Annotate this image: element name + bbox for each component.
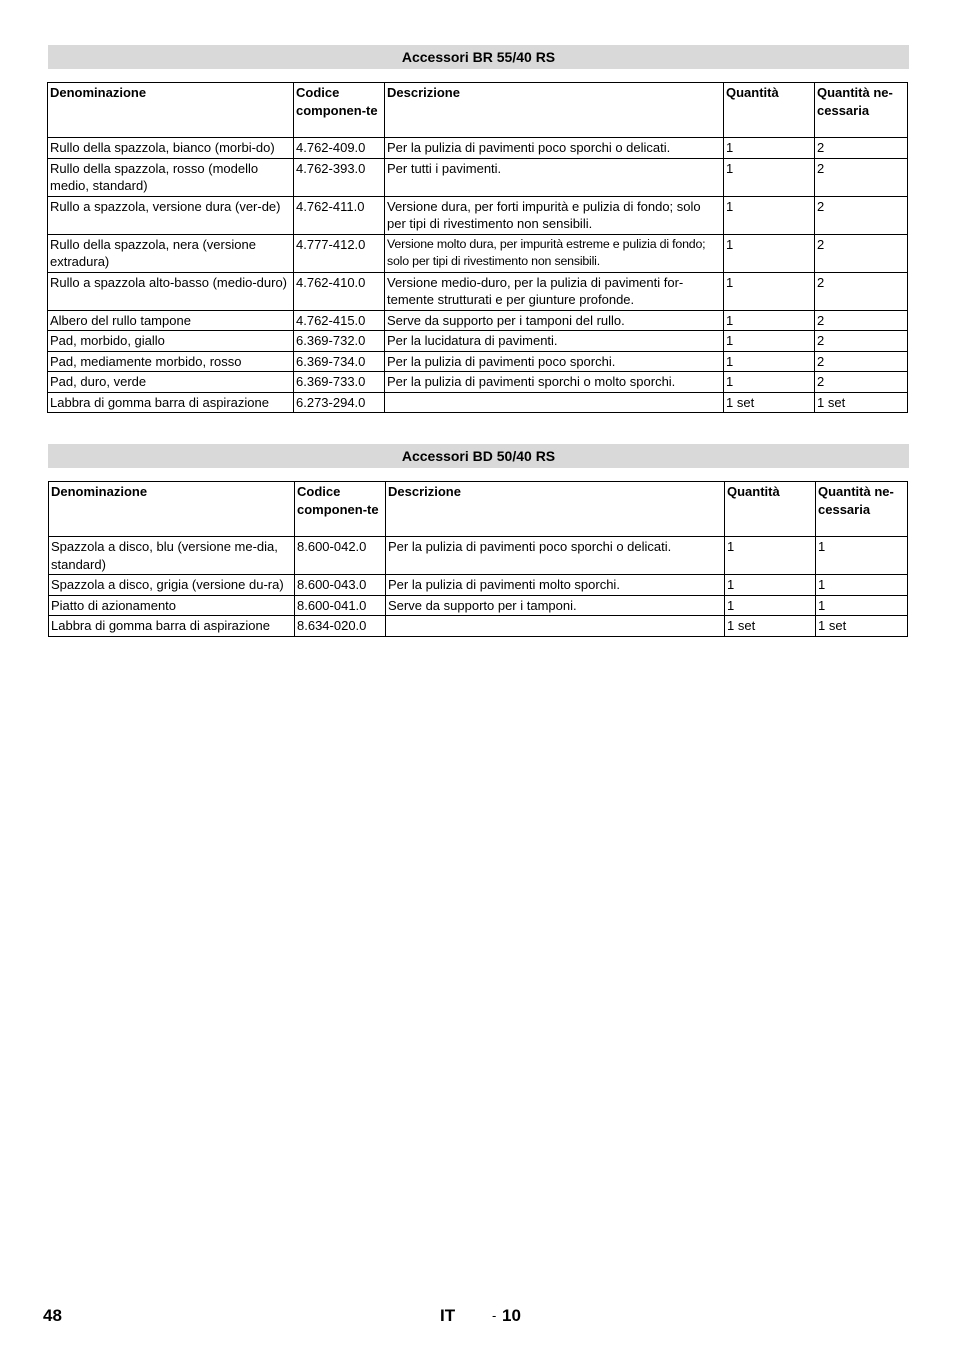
cell-quantita: 1 (724, 351, 815, 372)
cell-quantita-necessaria: 2 (815, 234, 908, 272)
language-code: IT (440, 1306, 456, 1325)
section-title-bd: Accessori BD 50/40 RS (48, 444, 909, 468)
header-descrizione: Descrizione (385, 83, 724, 138)
cell-descrizione: Per tutti i pavimenti. (385, 158, 724, 196)
table-header-row (48, 83, 908, 138)
accessories-table-br (47, 82, 908, 413)
cell-codice: 6.369-732.0 (294, 331, 385, 352)
footer-dash: - (492, 1308, 497, 1323)
cell-codice: 4.762-393.0 (294, 158, 385, 196)
table-row (49, 595, 908, 616)
cell-descrizione (386, 616, 725, 637)
header-denominazione: Denominazione (49, 482, 295, 537)
cell-quantita: 1 set (724, 392, 815, 413)
cell-descrizione: Per la pulizia di pavimenti poco sporchi. (385, 351, 724, 372)
cell-codice: 8.600-043.0 (295, 575, 386, 596)
table-row (48, 272, 908, 310)
cell-denominazione: Piatto di azionamento (49, 595, 295, 616)
header-quantita-necessaria: Quantità ne-cessaria (815, 83, 908, 138)
header-denominazione: Denominazione (48, 83, 294, 138)
cell-descrizione: Serve da supporto per i tamponi del rullo. (385, 310, 724, 331)
cell-quantita: 1 set (725, 616, 816, 637)
header-descrizione: Descrizione (386, 482, 725, 537)
table-row (48, 158, 908, 196)
cell-codice: 6.369-734.0 (294, 351, 385, 372)
table-row (49, 537, 908, 575)
cell-quantita: 1 (724, 158, 815, 196)
cell-quantita-necessaria: 2 (815, 272, 908, 310)
accessories-table-bd (48, 481, 908, 637)
cell-codice: 6.369-733.0 (294, 372, 385, 393)
cell-descrizione: Versione medio-duro, per la pulizia di pavimenti for-temente strutturati e per giunture profonde. (385, 272, 724, 310)
cell-descrizione: Versione molto dura, per impurità estreme e pulizia di fondo; solo per tipi di rivestimento non sensibili. (385, 234, 724, 272)
header-codice: Codice componen-te (295, 482, 386, 537)
cell-codice: 8.600-042.0 (295, 537, 386, 575)
table-row (49, 575, 908, 596)
cell-quantita-necessaria: 2 (815, 158, 908, 196)
cell-codice: 4.762-410.0 (294, 272, 385, 310)
cell-quantita-necessaria: 2 (815, 138, 908, 159)
cell-quantita-necessaria: 2 (815, 331, 908, 352)
cell-quantita: 1 (725, 575, 816, 596)
table-row (49, 616, 908, 637)
cell-quantita: 1 (724, 372, 815, 393)
cell-quantita: 1 (724, 138, 815, 159)
cell-quantita: 1 (724, 234, 815, 272)
cell-descrizione: Per la lucidatura di pavimenti. (385, 331, 724, 352)
cell-denominazione: Pad, duro, verde (48, 372, 294, 393)
cell-denominazione: Albero del rullo tampone (48, 310, 294, 331)
cell-descrizione: Versione dura, per forti impurità e pulizia di fondo; solo per tipi di rivestimento non sensibili. (385, 196, 724, 234)
cell-denominazione: Rullo a spazzola alto-basso (medio-duro) (48, 272, 294, 310)
cell-denominazione: Labbra di gomma barra di aspirazione (49, 616, 295, 637)
cell-codice: 8.634-020.0 (295, 616, 386, 637)
cell-quantita: 1 (724, 310, 815, 331)
cell-quantita: 1 (724, 196, 815, 234)
cell-quantita-necessaria: 1 (816, 575, 908, 596)
cell-quantita: 1 (725, 537, 816, 575)
cell-codice: 4.762-411.0 (294, 196, 385, 234)
header-quantita-necessaria: Quantità ne-cessaria (816, 482, 908, 537)
cell-descrizione: Per la pulizia di pavimenti sporchi o molto sporchi. (385, 372, 724, 393)
cell-descrizione (385, 392, 724, 413)
cell-quantita: 1 (724, 331, 815, 352)
cell-denominazione: Rullo della spazzola, bianco (morbi-do) (48, 138, 294, 159)
cell-descrizione: Per la pulizia di pavimenti poco sporchi o delicati. (386, 537, 725, 575)
cell-quantita-necessaria: 2 (815, 196, 908, 234)
table-row (48, 138, 908, 159)
table-row (48, 331, 908, 352)
cell-codice: 4.762-409.0 (294, 138, 385, 159)
section-page-number: 10 (502, 1306, 521, 1325)
cell-quantita-necessaria: 1 (816, 595, 908, 616)
cell-quantita-necessaria: 2 (815, 372, 908, 393)
section-title-br: Accessori BR 55/40 RS (48, 45, 909, 69)
cell-codice: 4.762-415.0 (294, 310, 385, 331)
header-quantita: Quantità (724, 83, 815, 138)
cell-denominazione: Spazzola a disco, blu (versione me-dia, standard) (49, 537, 295, 575)
table-row (48, 351, 908, 372)
page-number: 48 (43, 1306, 62, 1325)
cell-quantita: 1 (724, 272, 815, 310)
cell-denominazione: Pad, mediamente morbido, rosso (48, 351, 294, 372)
header-codice: Codice componen-te (294, 83, 385, 138)
cell-codice: 4.777-412.0 (294, 234, 385, 272)
cell-denominazione: Spazzola a disco, grigia (versione du-ra) (49, 575, 295, 596)
cell-denominazione: Pad, morbido, giallo (48, 331, 294, 352)
table-row (48, 392, 908, 413)
cell-quantita-necessaria: 2 (815, 310, 908, 331)
cell-quantita-necessaria: 2 (815, 351, 908, 372)
cell-codice: 6.273-294.0 (294, 392, 385, 413)
cell-descrizione: Serve da supporto per i tamponi. (386, 595, 725, 616)
header-quantita: Quantità (725, 482, 816, 537)
cell-denominazione: Rullo a spazzola, versione dura (ver-de) (48, 196, 294, 234)
cell-codice: 8.600-041.0 (295, 595, 386, 616)
cell-descrizione: Per la pulizia di pavimenti molto sporchi. (386, 575, 725, 596)
cell-denominazione: Rullo della spazzola, nera (versione extradura) (48, 234, 294, 272)
table-row (48, 310, 908, 331)
cell-descrizione: Per la pulizia di pavimenti poco sporchi o delicati. (385, 138, 724, 159)
table-header-row (49, 482, 908, 537)
cell-quantita-necessaria: 1 set (815, 392, 908, 413)
cell-denominazione: Rullo della spazzola, rosso (modello medio, standard) (48, 158, 294, 196)
table-row (48, 196, 908, 234)
cell-quantita-necessaria: 1 set (816, 616, 908, 637)
cell-quantita-necessaria: 1 (816, 537, 908, 575)
table-row (48, 234, 908, 272)
table-row (48, 372, 908, 393)
cell-denominazione: Labbra di gomma barra di aspirazione (48, 392, 294, 413)
cell-quantita: 1 (725, 595, 816, 616)
